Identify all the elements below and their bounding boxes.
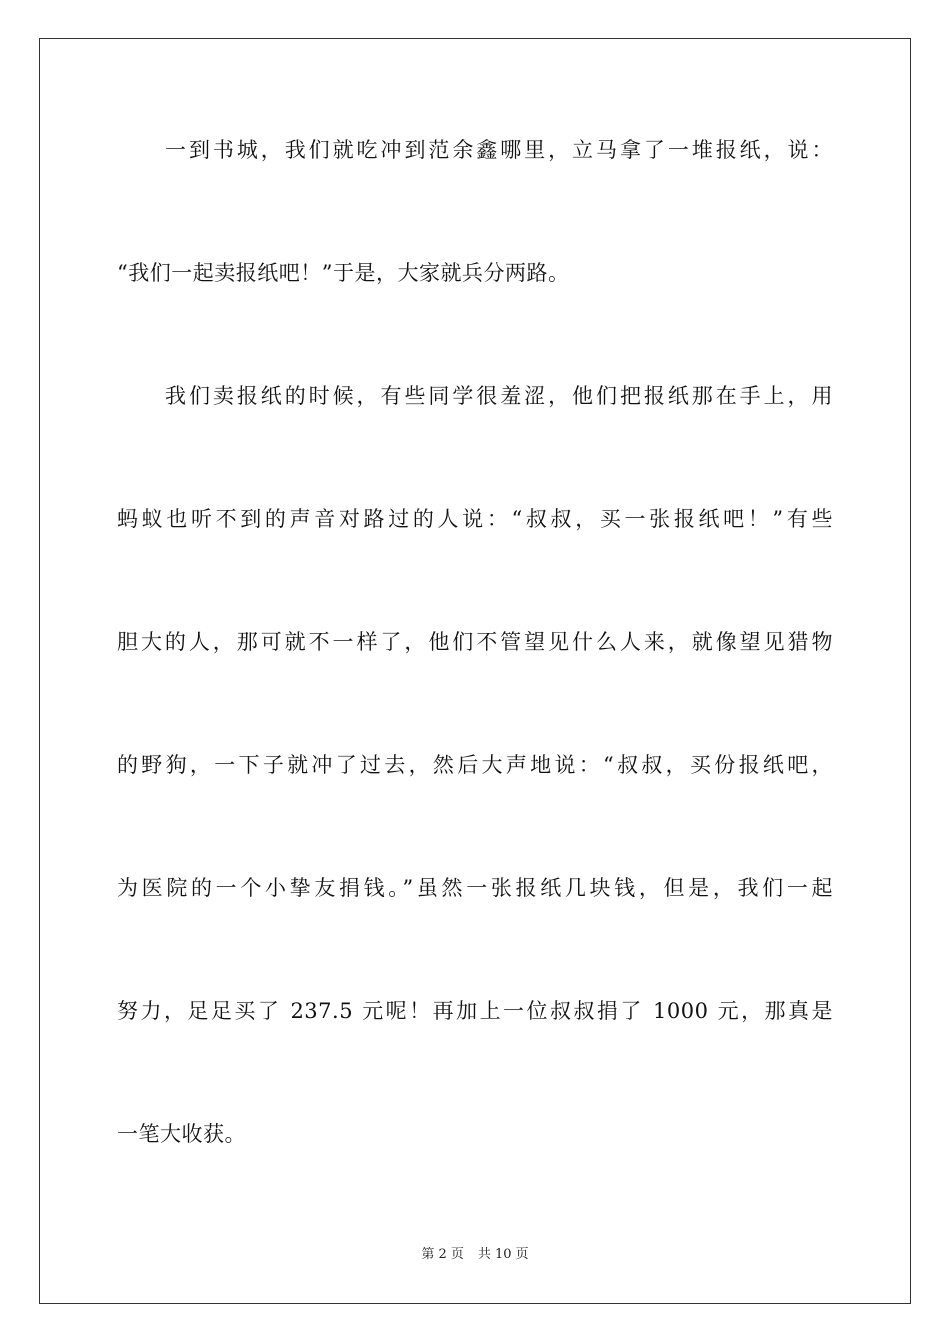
paragraph-2-line-5: 为医院的一个小挚友捐钱。”虽然一张报纸几块钱，但是，我们一起 (117, 876, 833, 900)
paragraph-1-line-1: 一到书城，我们就吃冲到范余鑫哪里，立马拿了一堆报纸，说： (165, 138, 833, 162)
page-total: 共 10 页 (477, 1247, 529, 1262)
page-border (39, 38, 911, 1304)
page-footer (0, 1246, 950, 1264)
paragraph-2-line-4: 的野狗，一下子就冲了过去，然后大声地说：“叔叔，买份报纸吧， (117, 753, 833, 777)
paragraph-2-line-6: 努力，足足买了 237.5 元呢！再加上一位叔叔捐了 1000 元，那真是 (117, 999, 833, 1023)
paragraph-2-line-2: 蚂蚁也听不到的声音对路过的人说：“叔叔，买一张报纸吧！”有些 (117, 507, 833, 531)
paragraph-1-line-2: “我们一起卖报纸吧！”于是，大家就兵分两路。 (117, 261, 570, 285)
page-number: 第 2 页 (421, 1247, 464, 1262)
paragraph-2-line-1: 我们卖报纸的时候，有些同学很羞涩，他们把报纸那在手上，用 (165, 384, 833, 408)
paragraph-2-line-7: 一笔大收获。 (117, 1122, 246, 1146)
paragraph-2-line-3: 胆大的人，那可就不一样了，他们不管望见什么人来，就像望见猎物 (117, 630, 833, 654)
